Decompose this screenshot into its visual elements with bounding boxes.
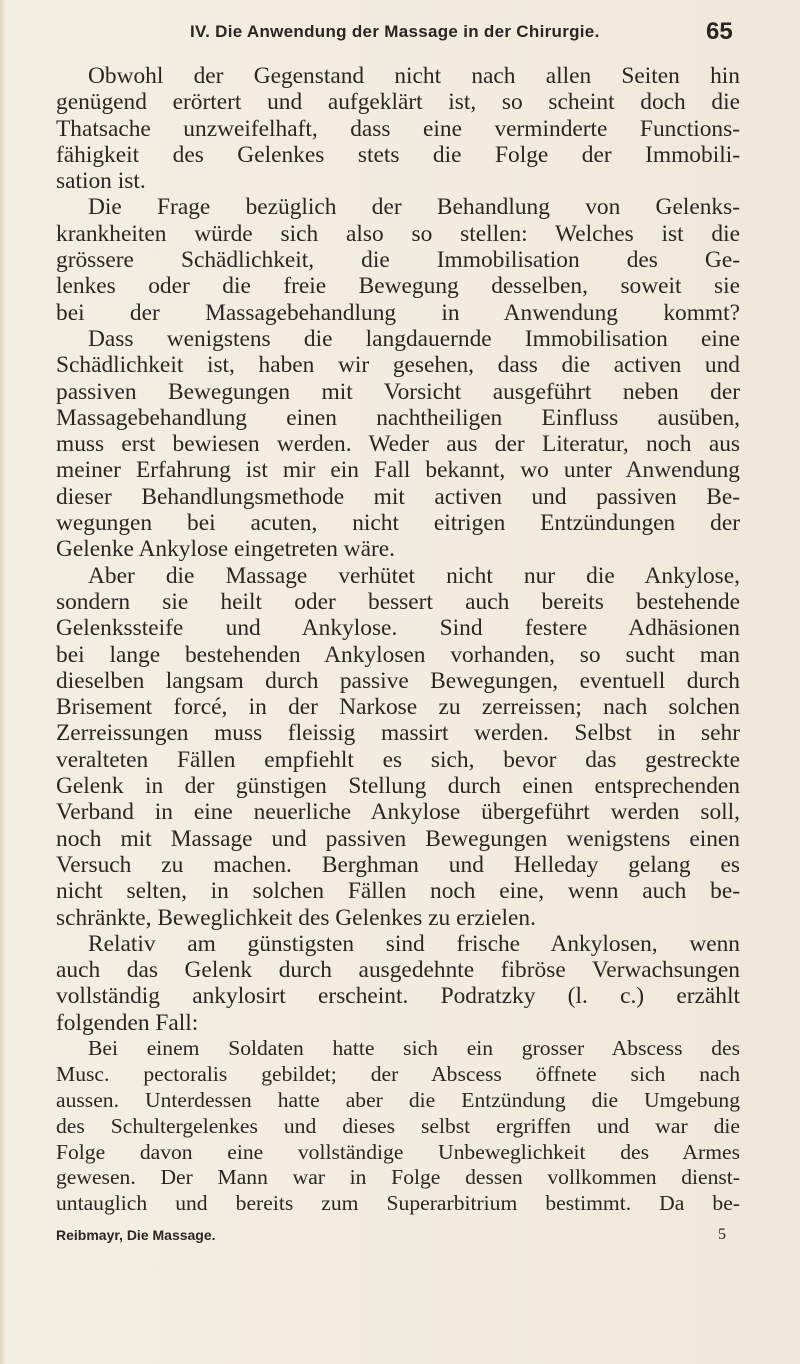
text-line: Folge davon eine vollständige Unbeweglichkeit des Armes bbox=[56, 1139, 740, 1164]
text-line: Die Frage bezüglich der Behandlung von Gelenks- bbox=[88, 194, 740, 221]
text-line: genügend erörtert und aufgeklärt ist, so scheint doch die bbox=[56, 89, 740, 116]
text-line: Bei einem Soldaten hatte sich ein grosser Abscess des bbox=[88, 1035, 740, 1060]
text-line: Schädlichkeit ist, haben wir gesehen, dass die activen und bbox=[56, 352, 740, 379]
text-line: Versuch zu machen. Berghman und Helleday gelang es bbox=[56, 851, 740, 878]
text-line: Obwohl der Gegenstand nicht nach allen Seiten hin bbox=[88, 63, 740, 89]
text-line: des Schultergelenkes und dieses selbst ergriffen und war die bbox=[56, 1113, 740, 1138]
text-line: bei der Massagebehandlung in Anwendung kommt? bbox=[56, 299, 740, 326]
text-line: Aber die Massage verhütet nicht nur die Ankylose, bbox=[88, 562, 740, 589]
text-line: dieser Behandlungsmethode mit activen und passiven Be- bbox=[56, 483, 740, 510]
text-line: Gelenke Ankylose eingetreten wäre. bbox=[56, 536, 396, 563]
text-line: folgenden Fall: bbox=[56, 1009, 199, 1036]
text-line: Brisement forcé, in der Narkose zu zerreissen; nach solchen bbox=[56, 694, 740, 721]
text-line: dieselben langsam durch passive Bewegungen, eventuell durch bbox=[56, 667, 740, 694]
text-line: veralteten Fällen empfiehlt es sich, bevor das gestreckte bbox=[56, 746, 740, 773]
running-head: IV. Die Anwendung der Massage in der Chirurgie. bbox=[190, 22, 600, 41]
text-line: wegungen bei acuten, nicht eitrigen Entzündungen der bbox=[56, 510, 740, 537]
quoted-case-text bbox=[56, 1036, 740, 1217]
signature-line: Reibmayr, Die Massage. bbox=[56, 1227, 216, 1243]
text-line: Gelenk in der günstigen Stellung durch einen entsprechenden bbox=[56, 773, 740, 800]
text-line: bei lange bestehenden Ankylosen vorhanden, so sucht man bbox=[56, 641, 740, 668]
text-line: krankheiten würde sich also so stellen: Welches ist die bbox=[56, 220, 740, 247]
text-line: Zerreissungen muss fleissig massirt werden. Selbst in sehr bbox=[56, 720, 740, 747]
page-footer bbox=[56, 1227, 740, 1251]
text-line: Verband in eine neuerliche Ankylose übergeführt werden soll, bbox=[56, 799, 740, 826]
text-line: sondern sie heilt oder bessert auch bereits bestehende bbox=[56, 588, 740, 615]
page-body bbox=[56, 63, 740, 1217]
text-line: Musc. pectoralis gebildet; der Abscess öffnete sich nach bbox=[56, 1061, 740, 1086]
page-header bbox=[0, 18, 800, 58]
text-line: Relativ am günstigsten sind frische Ankylosen, wenn bbox=[88, 930, 740, 957]
main-text bbox=[56, 63, 740, 1036]
text-line: passiven Bewegungen mit Vorsicht ausgeführt neben der bbox=[56, 378, 740, 405]
text-line: Gelenkssteife und Ankylose. Sind festere Adhäsionen bbox=[56, 615, 740, 642]
page-edge-shadow bbox=[0, 0, 6, 1364]
text-line: schränkte, Beweglichkeit des Gelenkes zu erzielen. bbox=[56, 904, 536, 931]
text-line: Dass wenigstens die langdauernde Immobilisation eine bbox=[88, 325, 740, 352]
text-line: lenkes oder die freie Bewegung desselben, soweit sie bbox=[56, 273, 740, 300]
text-line: muss erst bewiesen werden. Weder aus der Literatur, noch aus bbox=[56, 431, 740, 458]
text-line: sation ist. bbox=[56, 168, 146, 195]
text-line: Massagebehandlung einen nachtheiligen Einfluss ausüben, bbox=[56, 404, 740, 431]
page-number: 65 bbox=[706, 18, 733, 45]
text-line: fähigkeit des Gelenkes stets die Folge der Immobili- bbox=[56, 141, 740, 168]
text-line: meiner Erfahrung ist mir ein Fall bekannt, wo unter Anwendung bbox=[56, 457, 740, 484]
text-line: nicht selten, in solchen Fällen noch eine, wenn auch be- bbox=[56, 878, 740, 905]
text-line: gewesen. Der Mann war in Folge dessen vollkommen dienst- bbox=[56, 1165, 740, 1190]
text-line: aussen. Unterdessen hatte aber die Entzündung die Umgebung bbox=[56, 1087, 740, 1112]
signature-mark: 5 bbox=[718, 1226, 726, 1243]
text-line: auch das Gelenk durch ausgedehnte fibröse Verwachsungen bbox=[56, 957, 740, 984]
text-line: untauglich und bereits zum Superarbitrium bestimmt. Da be- bbox=[56, 1191, 740, 1216]
text-line: Thatsache unzweifelhaft, dass eine verminderte Functions- bbox=[56, 115, 740, 142]
text-line: vollständig ankylosirt erscheint. Podratzky (l. c.) erzählt bbox=[56, 983, 740, 1010]
text-line: grössere Schädlichkeit, die Immobilisation des Ge- bbox=[56, 247, 740, 274]
text-line: noch mit Massage und passiven Bewegungen wenigstens einen bbox=[56, 825, 740, 852]
